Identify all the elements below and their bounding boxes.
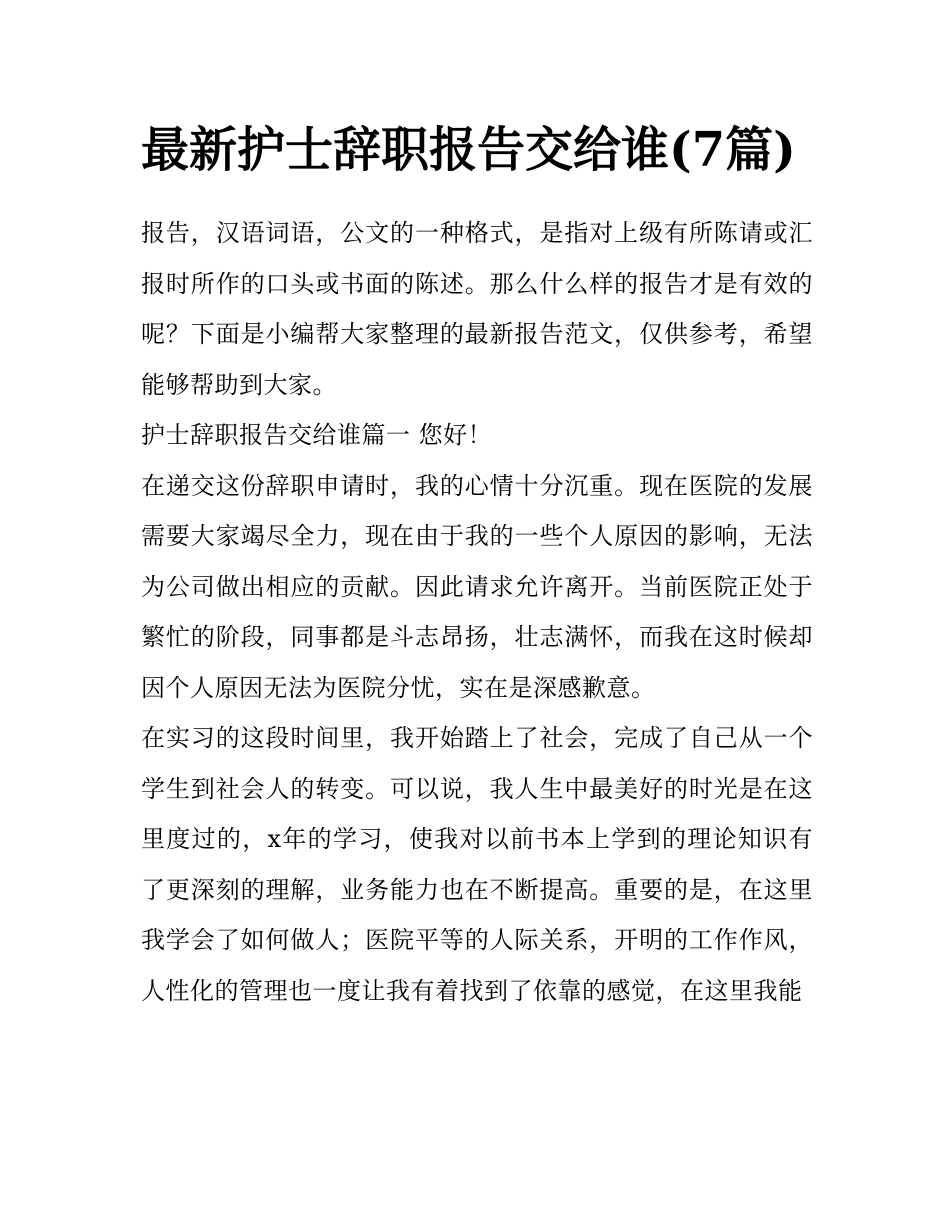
document-body bbox=[141, 112, 813, 1016]
intro-paragraph: 报告，汉语词语，公文的一种格式，是指对上级有所陈请或汇报时所作的口头或书面的陈述。那么什么样的报告才是有效的呢？下面是小编帮大家整理的最新报告范文，仅供参考，希望能够帮助到大家。 bbox=[141, 219, 813, 399]
body-paragraph: 在递交这份辞职申请时，我的心情十分沉重。现在医院的发展需要大家竭尽全力，现在由于我的一些个人原因的影响，无法为公司做出相应的贡献。因此请求允许离开。当前医院正处于繁忙的阶段，同事都是斗志昂扬，壮志满怀，而我在这时候却因个人原因无法为医院分忧，实在是深感歉意。 bbox=[141, 471, 813, 702]
document-title: 最新护士辞职报告交给谁(7篇) bbox=[141, 122, 796, 178]
body-paragraph: 在实习的这段时间里，我开始踏上了社会，完成了自己从一个学生到社会人的转变。可以说，我人生中最美好的时光是在这里度过的，x年的学习，使我对以前书本上学到的理论知识有了更深刻的理解，业务能力也在不断提高。重要的是，在这里我学会了如何做人；医院平等的人际关系，开明的工作作风，人性化的管理也一度让我有着找到了依靠的感觉，在这里我能 bbox=[141, 724, 813, 1005]
section-heading-paragraph: 护士辞职报告交给谁篇一 您好！ bbox=[141, 421, 493, 449]
